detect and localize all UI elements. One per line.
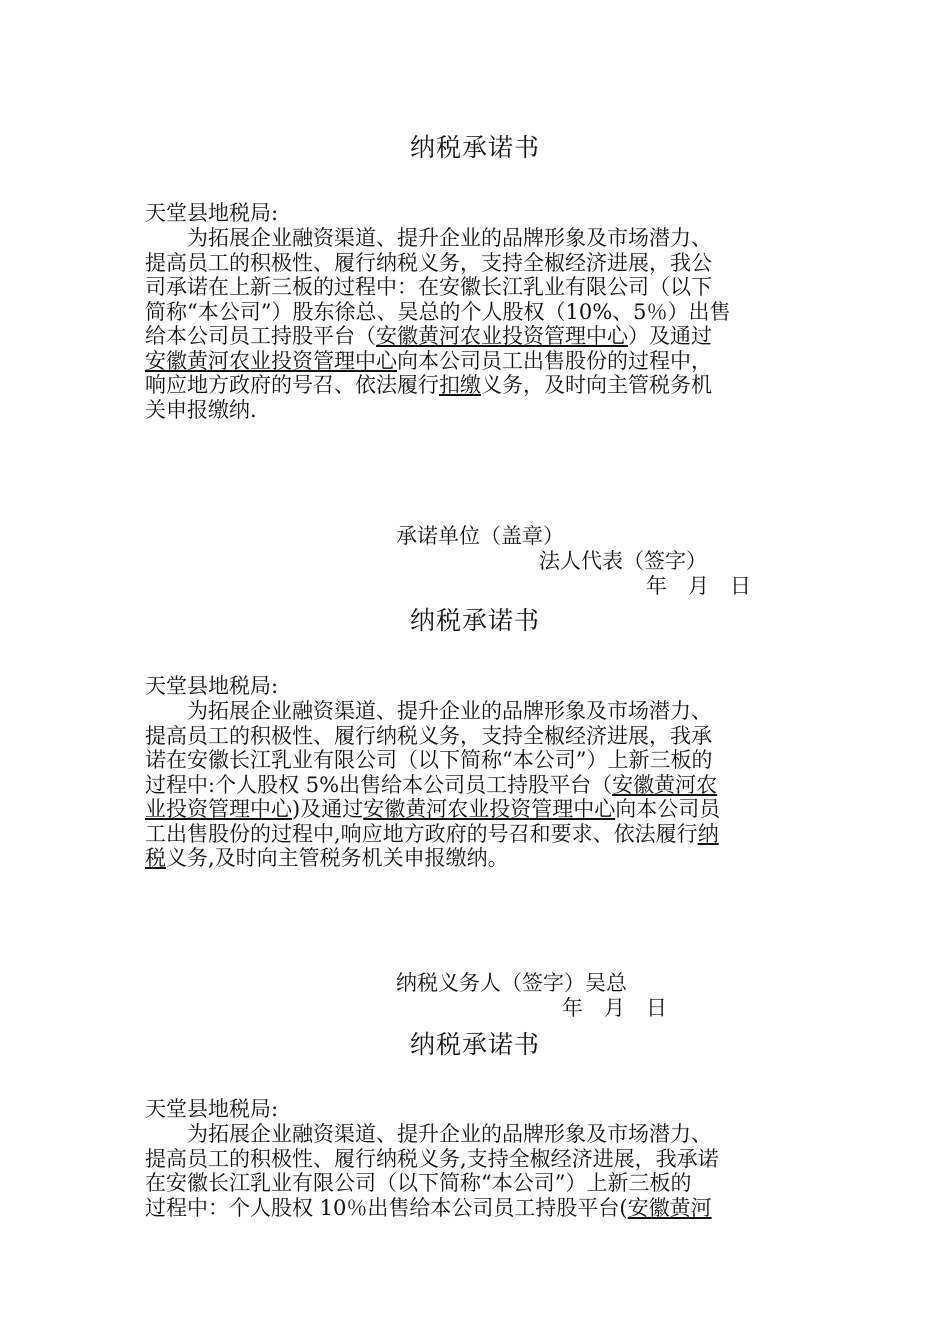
underlined-text: 业投资管理中心 <box>145 797 292 821</box>
addressee-2: 天堂县地税局: <box>145 674 279 698</box>
underlined-text: 纳 <box>697 821 719 846</box>
body-line <box>145 724 815 749</box>
body-line <box>145 1122 815 1147</box>
body-text: 提高员工的积极性、履行纳税义务，支持全椒经济进展，我承 <box>145 723 712 748</box>
sign-taxpayer-2: 纳税义务人（签字）吴总 <box>396 971 627 995</box>
addressee-3: 天堂县地税局: <box>145 1097 279 1121</box>
doc-title-1: 纳税承诺书 <box>409 133 540 162</box>
body-text: 向本公司员 <box>615 797 721 821</box>
body-line <box>145 1147 815 1172</box>
body-text: 为拓展企业融资渠道、提升企业的品牌形象及市场潜力、 <box>145 1122 712 1146</box>
body-text: 义务,及时向主管税务机关申报缴纳。 <box>166 846 509 870</box>
body-line <box>145 373 815 398</box>
sign-unit-seal-1: 承诺单位（盖章） <box>396 524 564 548</box>
underlined-text: 安徽黄河农 <box>612 772 718 797</box>
underlined-text: 安徽黄河 <box>627 1195 712 1220</box>
body-line <box>145 324 815 349</box>
addressee-1: 天堂县地税局: <box>145 201 279 225</box>
doc-title-2: 纳税承诺书 <box>409 606 540 635</box>
body-line <box>145 699 815 724</box>
body-text: ）及通过 <box>628 324 712 348</box>
body-text: 向本公司员工出售股份的过程中， <box>397 348 712 373</box>
doc-title-3: 纳税承诺书 <box>409 1030 540 1059</box>
body-line <box>145 1196 815 1221</box>
body-text: 提高员工的积极性、履行纳税义务,支持全椒经济进展，我承诺 <box>145 1146 719 1171</box>
body-text: 为拓展企业融资渠道、提升企业的品牌形象及市场潜力、 <box>145 226 712 250</box>
body-line <box>145 1171 815 1196</box>
body-text: 诺在安徽长江乳业有限公司（以下简称“本公司”）上新三板的 <box>145 748 713 772</box>
underlined-text: 安徽黄河农业投资管理中心 <box>363 797 616 821</box>
body-text: 给本公司员工持股平台（ <box>145 324 376 348</box>
body-line <box>145 300 815 325</box>
body-line <box>145 251 815 276</box>
body-text: 关申报缴纳. <box>145 397 257 422</box>
underlined-text: 安徽黄河农业投资管理中心 <box>376 324 628 348</box>
body-line <box>145 773 815 798</box>
body-line <box>145 275 815 300</box>
underlined-text: 税 <box>145 846 166 870</box>
body-paragraph-1 <box>145 226 815 422</box>
body-line <box>145 226 815 251</box>
body-text: )及通过 <box>292 797 364 821</box>
body-text: 过程中：个人股权 10％出售给本公司员工持股平台( <box>145 1195 628 1220</box>
body-line <box>145 822 815 847</box>
underlined-text: 安徽黄河农业投资管理中心 <box>145 348 397 373</box>
body-line <box>145 398 815 423</box>
body-text: 提高员工的积极性、履行纳税义务，支持全椒经济进展，我公 <box>145 250 712 275</box>
body-line <box>145 349 815 374</box>
body-line <box>145 846 815 871</box>
body-paragraph-3 <box>145 1122 815 1220</box>
body-text: 义务，及时向主管税务机 <box>481 373 712 397</box>
body-text: 响应地方政府的号召、依法履行 <box>145 373 439 397</box>
body-line <box>145 748 815 773</box>
body-text: 简称“本公司”）股东徐总、吴总的个人股权（10%、5％）出售 <box>145 299 731 324</box>
body-paragraph-2 <box>145 699 815 871</box>
body-text: 为拓展企业融资渠道、提升企业的品牌形象及市场潜力、 <box>145 699 712 723</box>
sign-date-2: 年 月 日 <box>562 996 667 1020</box>
sign-legal-rep-1: 法人代表（签字） <box>539 549 707 573</box>
body-text: 工出售股份的过程中,响应地方政府的号召和要求、依法履行 <box>145 821 698 846</box>
body-text: 司承诺在上新三板的过程中：在安徽长江乳业有限公司（以下 <box>145 275 712 299</box>
sign-date-1: 年 月 日 <box>646 574 751 598</box>
body-line <box>145 797 815 822</box>
body-text: 在安徽长江乳业有限公司（以下简称“本公司”）上新三板的 <box>145 1171 692 1195</box>
body-text: 过程中:个人股权 5%出售给本公司员工持股平台（ <box>145 772 613 797</box>
underlined-text: 扣缴 <box>439 373 481 397</box>
